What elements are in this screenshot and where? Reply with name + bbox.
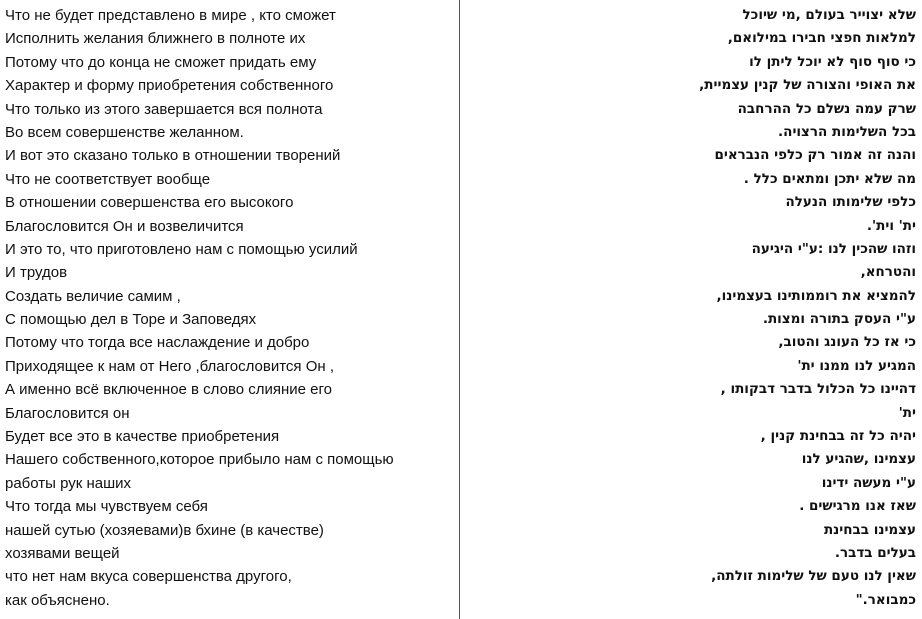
hebrew-line-22: שאז אנו מרגישים . xyxy=(799,498,916,515)
russian-line-22: Что тогда мы чувствуем себя xyxy=(5,498,208,516)
russian-line-21: работы рук наших xyxy=(5,474,132,492)
hebrew-column xyxy=(476,4,916,612)
hebrew-line-6: בכל השלימות הרצויה. xyxy=(778,123,916,140)
hebrew-line-7: והנה זה אמור רק כלפי הנבראים xyxy=(714,147,916,164)
russian-line-26: как объяснено. xyxy=(5,591,110,609)
russian-line-11: И это то, что приготовлено нам с помощью усилий xyxy=(5,240,358,258)
hebrew-line-24: בעלים בדבר. xyxy=(834,544,916,561)
hebrew-line-11: וזהו שהכין לנו :ע"י היגיעה xyxy=(751,240,916,257)
hebrew-line-3: כי סוף סוף לא יוכל ליתן לו xyxy=(749,53,916,70)
russian-line-10: Благословится Он и возвеличится xyxy=(5,217,244,235)
hebrew-line-21: ע"י מעשה ידינו xyxy=(821,474,916,491)
russian-line-14: С помощью дел в Торе и Заповедях xyxy=(5,311,257,329)
hebrew-line-10: ית' וית'. xyxy=(866,217,916,234)
russian-line-25: что нет нам вкуса совершенства другого, xyxy=(5,568,292,586)
russian-line-19: Будет все это в качестве приобретения xyxy=(5,428,280,446)
russian-line-5: Что только из этого завершается вся полнота xyxy=(5,100,323,118)
hebrew-line-8: מה שלא יתכן ומתאים כלל . xyxy=(743,170,916,187)
russian-line-9: В отношении совершенства его высокого xyxy=(5,194,294,212)
russian-line-3: Потому что до конца не сможет придать ему xyxy=(5,53,317,71)
hebrew-line-19: יהיה כל זה בבחינת קנין , xyxy=(760,428,916,445)
hebrew-line-2: למלאות חפצי חבירו במילואם, xyxy=(727,30,916,47)
russian-line-6: Во всем совершенстве желанном. xyxy=(5,123,244,141)
russian-column xyxy=(5,4,450,612)
hebrew-line-12: והטרחא, xyxy=(860,264,916,281)
hebrew-line-17: דהיינו כל הכלול בדבר דבקותו , xyxy=(720,381,916,398)
hebrew-line-15: כי אז כל העונג והטוב, xyxy=(778,334,916,351)
hebrew-line-5: שרק עמה נשלם כל ההרחבה xyxy=(737,100,916,117)
hebrew-line-18: ית' xyxy=(898,404,916,421)
russian-line-23: нашей сутью (хозяевами)в бхине (в качестве) xyxy=(5,521,324,539)
hebrew-line-26: כמבואר." xyxy=(855,591,916,608)
russian-line-4: Характер и форму приобретения собственного xyxy=(5,77,334,95)
russian-line-20: Нашего собственного,которое прибыло нам с помощью xyxy=(5,451,394,469)
russian-line-7: И вот это сказано только в отношении творений xyxy=(5,147,341,165)
hebrew-line-20: עצמינו ,שהגיע לנו xyxy=(801,451,916,468)
russian-line-2: Исполнить желания ближнего в полноте их xyxy=(5,30,306,48)
hebrew-line-1: שלא יצוייר בעולם ,מי שיוכל xyxy=(742,7,916,23)
russian-line-24: хозявами вещей xyxy=(5,544,120,562)
hebrew-line-9: כלפי שלימותו הנעלה xyxy=(785,194,916,211)
russian-line-1: Что не будет представлено в мире , кто сможет xyxy=(5,7,336,24)
hebrew-line-4: את האופי והצורה של קנין עצמיית, xyxy=(699,77,916,94)
hebrew-line-23: עצמינו בבחינת xyxy=(823,521,916,538)
russian-line-18: Благословится он xyxy=(5,404,130,422)
hebrew-line-16: המגיע לנו ממנו ית' xyxy=(797,357,916,374)
russian-line-16: Приходящее к нам от Него ,благословится Он , xyxy=(5,357,335,375)
column-divider xyxy=(459,0,460,619)
hebrew-line-13: להמציא את רוממותינו בעצמינו, xyxy=(716,287,916,304)
russian-line-17: А именно всё включенное в слово слияние его xyxy=(5,381,333,399)
russian-line-13: Создать величие самим , xyxy=(5,287,181,305)
hebrew-line-14: ע"י העסק בתורה ומצות. xyxy=(762,311,916,328)
russian-line-12: И трудов xyxy=(5,264,68,282)
russian-line-8: Что не соответствует вообще xyxy=(5,170,211,188)
hebrew-line-25: שאין לנו טעם של שלימות זולתה, xyxy=(711,568,916,585)
russian-line-15: Потому что тогда все наслаждение и добро xyxy=(5,334,310,352)
